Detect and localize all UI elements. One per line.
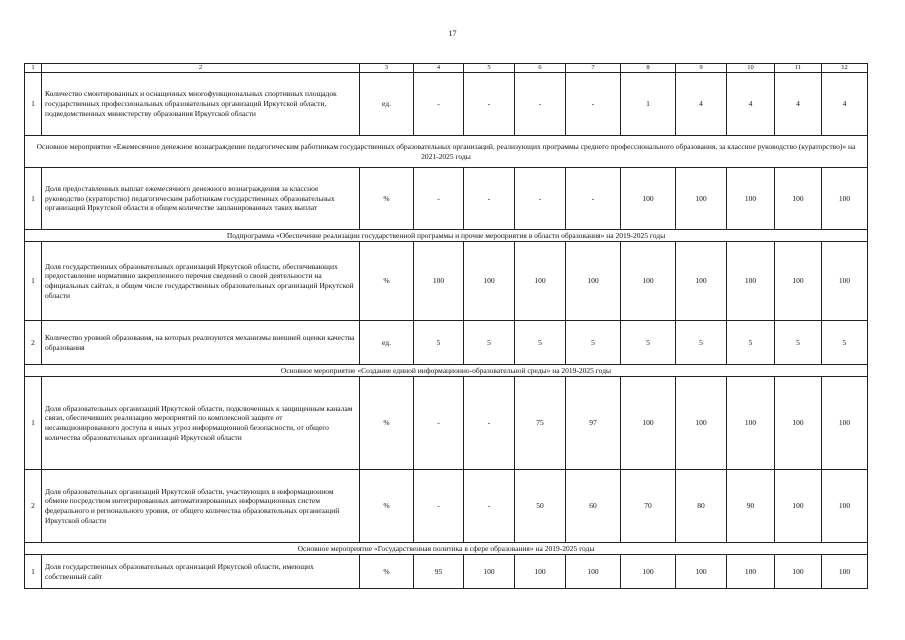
unit-cell: ед. bbox=[360, 321, 414, 365]
value-cell: 5 bbox=[621, 321, 676, 365]
indicator-name: Доля государственных образовательных организаций Иркутской области, обеспечивающих предоставление нормативно закрепленного перечня сведений о своей деятельности на официальных сайтах, в общем числе государственных образовательных организаций Иркутской области bbox=[42, 242, 360, 321]
table-row bbox=[25, 242, 868, 321]
section-row bbox=[25, 230, 868, 242]
indicator-name: Количество смонтированных и оснащенных многофункциональных спортивных площадок государственных профессиональных образовательных организаций Иркутской области, подведомственных министерству образования Иркутской области bbox=[42, 73, 360, 136]
value-cell: 5 bbox=[414, 321, 464, 365]
header-cell: 4 bbox=[414, 64, 464, 73]
value-cell: 100 bbox=[727, 555, 775, 589]
header-cell: 9 bbox=[676, 64, 727, 73]
indicators-table bbox=[24, 63, 868, 589]
value-cell: - bbox=[464, 470, 515, 543]
value-cell: 100 bbox=[676, 555, 727, 589]
row-number: 1 bbox=[25, 168, 42, 230]
value-cell: 80 bbox=[676, 470, 727, 543]
row-number: 1 bbox=[25, 73, 42, 136]
unit-cell: % bbox=[360, 377, 414, 470]
section-title: Основное мероприятие «Создание единой информационно-образовательной среды» на 2019-2025 годы bbox=[25, 365, 868, 377]
row-number: 1 bbox=[25, 377, 42, 470]
row-number: 2 bbox=[25, 470, 42, 543]
value-cell: 100 bbox=[822, 168, 868, 230]
value-cell: 5 bbox=[775, 321, 822, 365]
value-cell: 100 bbox=[566, 555, 621, 589]
value-cell: 70 bbox=[621, 470, 676, 543]
value-cell: - bbox=[566, 168, 621, 230]
value-cell: 100 bbox=[464, 242, 515, 321]
value-cell: - bbox=[464, 168, 515, 230]
table-row bbox=[25, 73, 868, 136]
value-cell: 50 bbox=[515, 470, 566, 543]
header-cell: 5 bbox=[464, 64, 515, 73]
value-cell: 100 bbox=[727, 377, 775, 470]
row-number: 2 bbox=[25, 321, 42, 365]
table-row bbox=[25, 377, 868, 470]
value-cell: 60 bbox=[566, 470, 621, 543]
indicator-name: Доля предоставленных выплат ежемесячного денежного вознаграждения за классное руководство (кураторство) педагогическим работникам государственных образовательных организаций Иркутской области в общем количестве запланированных таких выплат bbox=[42, 168, 360, 230]
value-cell: 5 bbox=[676, 321, 727, 365]
value-cell: 4 bbox=[676, 73, 727, 136]
value-cell: 100 bbox=[727, 242, 775, 321]
value-cell: 100 bbox=[676, 168, 727, 230]
header-cell: 10 bbox=[727, 64, 775, 73]
value-cell: - bbox=[566, 73, 621, 136]
value-cell: 4 bbox=[775, 73, 822, 136]
value-cell: 90 bbox=[727, 470, 775, 543]
unit-cell: % bbox=[360, 168, 414, 230]
value-cell: 100 bbox=[822, 470, 868, 543]
header-row bbox=[25, 64, 868, 73]
value-cell: 100 bbox=[775, 242, 822, 321]
section-title: Основное мероприятие «Ежемесячное денежное вознаграждение педагогическим работникам государственных образовательных организаций, реализующих программы среднего профессионального образования, за классное руководство (кураторство)» на 2021-2025 годы bbox=[25, 136, 868, 168]
value-cell: 5 bbox=[515, 321, 566, 365]
table-row bbox=[25, 470, 868, 543]
row-number: 1 bbox=[25, 555, 42, 589]
unit-cell: % bbox=[360, 470, 414, 543]
value-cell: - bbox=[414, 377, 464, 470]
value-cell: 1 bbox=[621, 73, 676, 136]
value-cell: 100 bbox=[515, 242, 566, 321]
header-cell: 3 bbox=[360, 64, 414, 73]
unit-cell: ед. bbox=[360, 73, 414, 136]
value-cell: 100 bbox=[775, 470, 822, 543]
header-cell: 1 bbox=[25, 64, 42, 73]
header-cell: 12 bbox=[822, 64, 868, 73]
value-cell: 5 bbox=[822, 321, 868, 365]
header-cell: 11 bbox=[775, 64, 822, 73]
value-cell: 100 bbox=[822, 555, 868, 589]
indicator-name: Доля образовательных организаций Иркутской области, участвующих в информационном обмене посредством интегрированных автоматизированных информационных систем федерального и регионального уровня, от общего количества образовательных организаций Иркутской области bbox=[42, 470, 360, 543]
value-cell: 100 bbox=[566, 242, 621, 321]
value-cell: 100 bbox=[515, 555, 566, 589]
value-cell: 4 bbox=[822, 73, 868, 136]
value-cell: 97 bbox=[566, 377, 621, 470]
value-cell: - bbox=[414, 73, 464, 136]
section-row bbox=[25, 136, 868, 168]
value-cell: 100 bbox=[621, 242, 676, 321]
section-title: Подпрограмма «Обеспечение реализации государственной программы и прочие мероприятия в области образования» на 2019-2025 годы bbox=[25, 230, 868, 242]
value-cell: 100 bbox=[621, 555, 676, 589]
value-cell: - bbox=[414, 470, 464, 543]
value-cell: 100 bbox=[414, 242, 464, 321]
value-cell: 100 bbox=[676, 242, 727, 321]
value-cell: 100 bbox=[775, 377, 822, 470]
section-title: Основное мероприятие «Государственная политика в сфере образования» на 2019-2025 годы bbox=[25, 543, 868, 555]
header-cell: 2 bbox=[42, 64, 360, 73]
value-cell: - bbox=[515, 73, 566, 136]
value-cell: 100 bbox=[775, 168, 822, 230]
unit-cell: % bbox=[360, 242, 414, 321]
indicator-name: Количество уровней образования, на которых реализуются механизмы внешней оценки качества образования bbox=[42, 321, 360, 365]
value-cell: 100 bbox=[822, 242, 868, 321]
header-cell: 7 bbox=[566, 64, 621, 73]
value-cell: 100 bbox=[621, 168, 676, 230]
page-number: 17 bbox=[448, 29, 457, 38]
section-row bbox=[25, 365, 868, 377]
indicator-name: Доля государственных образовательных организаций Иркутской области, имеющих собственный сайт bbox=[42, 555, 360, 589]
value-cell: 100 bbox=[822, 377, 868, 470]
value-cell: - bbox=[464, 73, 515, 136]
value-cell: 100 bbox=[727, 168, 775, 230]
value-cell: 100 bbox=[464, 555, 515, 589]
value-cell: 75 bbox=[515, 377, 566, 470]
value-cell: 5 bbox=[566, 321, 621, 365]
table-row bbox=[25, 168, 868, 230]
value-cell: 100 bbox=[676, 377, 727, 470]
header-cell: 8 bbox=[621, 64, 676, 73]
header-cell: 6 bbox=[515, 64, 566, 73]
value-cell: - bbox=[414, 168, 464, 230]
table-row bbox=[25, 321, 868, 365]
section-row bbox=[25, 543, 868, 555]
value-cell: - bbox=[464, 377, 515, 470]
value-cell: 4 bbox=[727, 73, 775, 136]
indicator-name: Доля образовательных организаций Иркутской области, подключенных к защищенным каналам связи, обеспечивших реализацию мероприятий по комплексной защите от несанкционированного доступа и иных угроз информационной безопасности, от общего количества образовательных организаций Иркутской области bbox=[42, 377, 360, 470]
value-cell: 5 bbox=[464, 321, 515, 365]
table-row bbox=[25, 555, 868, 589]
unit-cell: % bbox=[360, 555, 414, 589]
value-cell: 100 bbox=[775, 555, 822, 589]
value-cell: - bbox=[515, 168, 566, 230]
row-number: 1 bbox=[25, 242, 42, 321]
value-cell: 5 bbox=[727, 321, 775, 365]
value-cell: 100 bbox=[621, 377, 676, 470]
value-cell: 95 bbox=[414, 555, 464, 589]
